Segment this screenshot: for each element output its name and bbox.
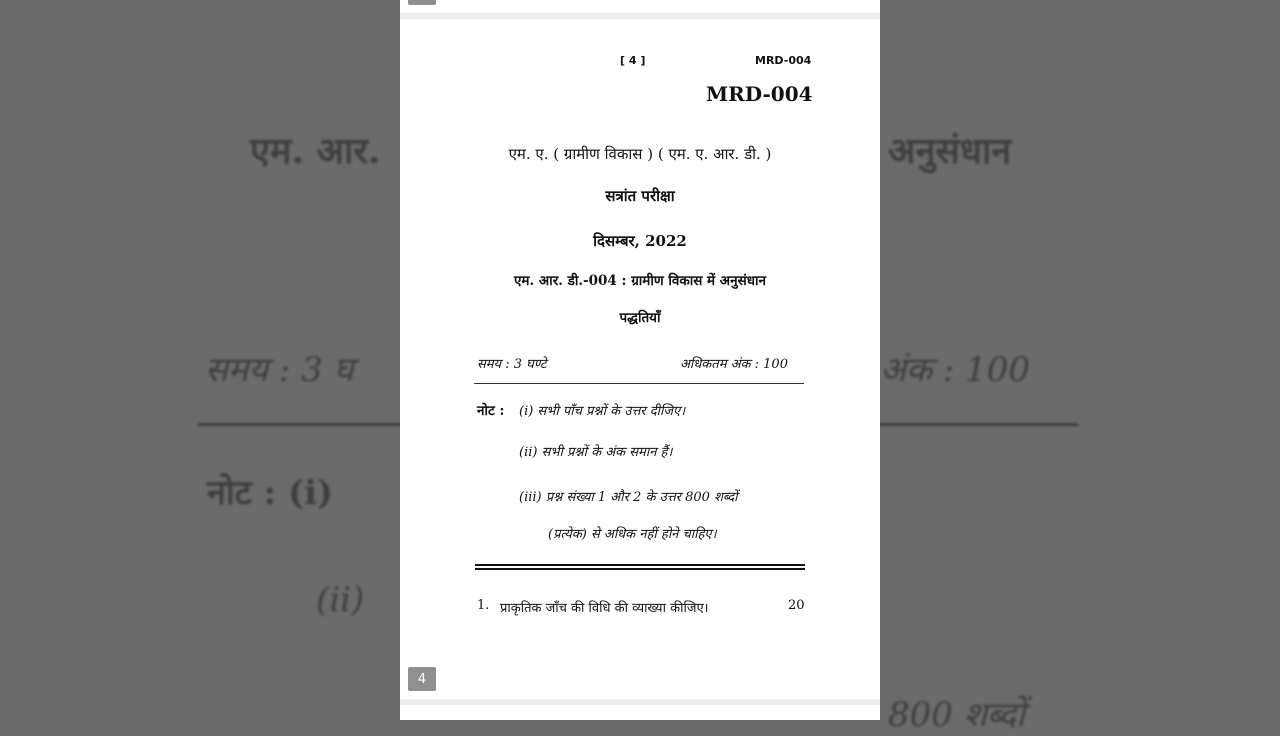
double-divider-top	[475, 564, 805, 566]
question-number: 1.	[477, 598, 490, 613]
document-page	[400, 19, 880, 699]
bg-text-1: एम. आर.	[250, 130, 381, 172]
bg-text-4: अंक : 100	[880, 350, 1031, 390]
programme-title: एम. ए. ( ग्रामीण विकास ) ( एम. ए. आर. डी. )	[508, 145, 772, 163]
bg-text-5: नोट : (i)	[207, 473, 334, 513]
course-title-line-2: पद्धतियाँ	[619, 310, 661, 326]
page-separator-bottom	[400, 699, 880, 705]
note-item: (iii) प्रश्न संख्या 1 और 2 के उत्तर 800 शब्दों	[519, 490, 738, 505]
double-divider-bottom	[475, 568, 805, 570]
header-course-code: MRD-004	[755, 54, 812, 67]
header-divider	[474, 383, 804, 384]
exam-session: दिसम्बर, 2022	[593, 232, 687, 250]
note-label: नोट :	[477, 403, 505, 419]
note-item: (i) सभी पाँच प्रश्नों के उत्तर दीजिए।	[519, 404, 686, 419]
bg-text-3: समय : 3 घ	[205, 350, 354, 390]
exam-type: सत्रांत परीक्षा	[605, 187, 675, 205]
document-viewer[interactable]	[400, 0, 880, 720]
course-title-line-1: एम. आर. डी.-004 : ग्रामीण विकास में अनुसंधान	[513, 273, 767, 289]
bg-text-2: अनुसंधान	[888, 130, 1012, 172]
bg-text-6: (ii)	[316, 580, 365, 620]
page-number-badge[interactable]: 4	[408, 667, 436, 691]
course-code-title: MRD-004	[706, 82, 813, 106]
maximum-marks: अधिकतम अंक : 100	[680, 357, 788, 372]
bg-text-7: 800 शब्दों	[888, 695, 1026, 735]
question-marks: 20	[788, 598, 805, 613]
time-allowed: समय : 3 घण्टे	[477, 357, 547, 372]
note-item: (ii) सभी प्रश्नों के अंक समान हैं।	[519, 445, 673, 460]
question-text: प्राकृतिक जाँच की विधि की व्याख्या कीजिए।	[500, 601, 709, 616]
header-page-number: [ 4 ]	[620, 54, 646, 67]
note-item-continuation: (प्रत्येक) से अधिक नहीं होने चाहिए।	[548, 527, 717, 542]
previous-page-badge[interactable]	[408, 0, 436, 5]
